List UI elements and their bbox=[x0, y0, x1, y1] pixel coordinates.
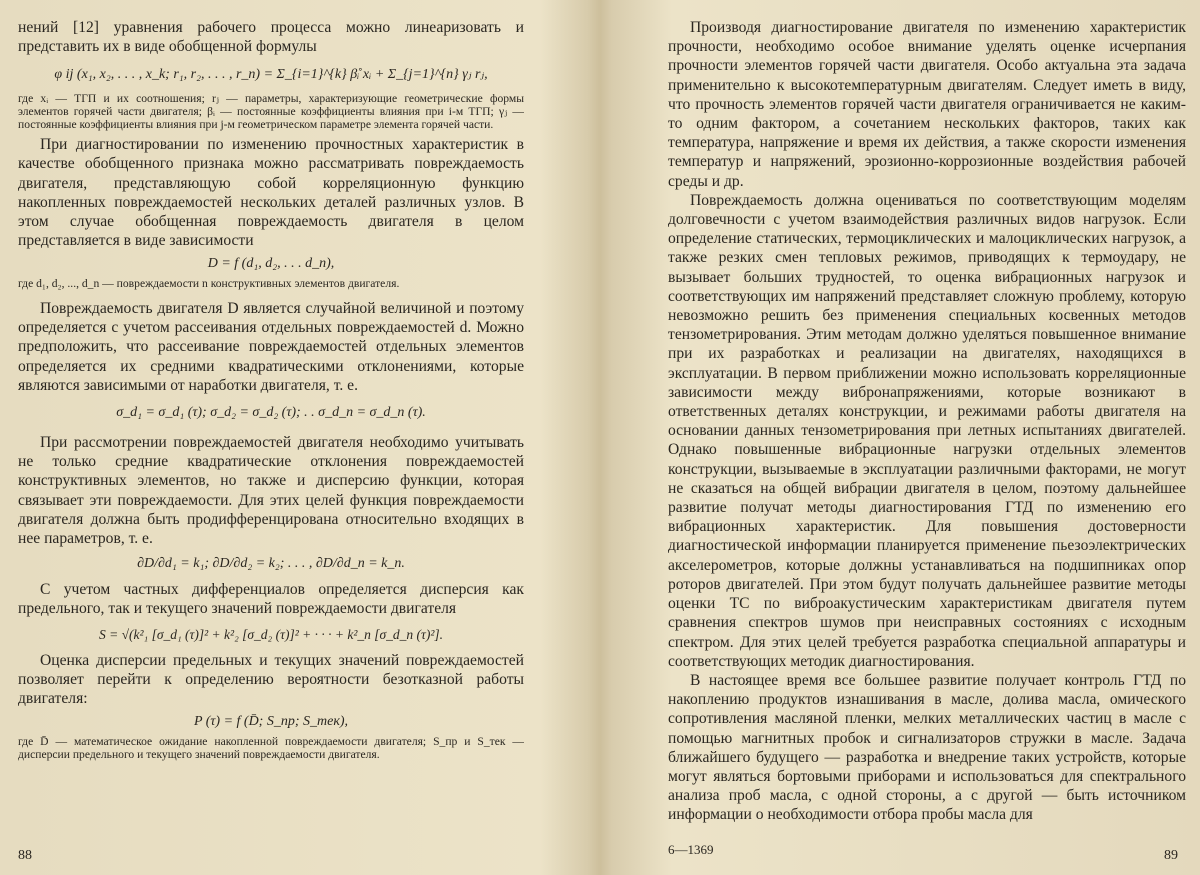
formula: S = √(k²₁ [σ_d₁ (τ)]² + k²₂ [σ_d₂ (τ)]² + · · · + k²_n [σ_d_n (τ)²]. bbox=[98, 626, 444, 642]
paragraph: В настоящее время все большее развитие получает контроль ГТД по накоплению продуктов изнашивания в масле, долива масла, омического сопротивления масляной пленки, мелких металлических частиц в масле с помощью магнитных пробок и сигнализаторов стружки в масле. Задача ближайшего будущего — разработка и внедрение таких устройств, которые могут являться бортовыми приборами и использоваться для спектрального анализа проб масла, с одной стороны, а с другой — быть источником информации о необходимости отбора пробы масла для bbox=[668, 671, 1186, 824]
paragraph: При диагностировании по изменению прочностных характеристик в качестве обобщенного признака можно рассматривать повреждаемость двигателя, представляющую собой корреляционную функцию накопленных повреждаемостей нескольких деталей различных узлов. В этом случае обобщенная повреждаемость двигателя в целом представляется в виде зависимости bbox=[18, 136, 524, 250]
footnote: где D̄ — математическое ожидание накопленной повреждаемости двигателя; S_пр и S_тек — дисперсии предельного и текущего значений повреждаемости двигателя. bbox=[18, 735, 524, 761]
paragraph: Производя диагностирование двигателя по изменению характеристик прочности, необходимо особое внимание уделять оценке исчерпания прочности элементов горячей части двигателя. Особо актуальна эта задача применительно к высокотемпературным двигателям. Следует иметь в виду, что прочность элементов горячей части двигателя ограничивается не каким-то одним фактором, а сочетанием нескольких факторов, таких как температура, напряжение и время их действия, а также скорости изменения температур и напряжений, эрозионно-коррозионные воздействия рабочей среды и др. bbox=[668, 19, 1186, 190]
paragraph: нений [12] уравнения рабочего процесса можно линеаризовать и представить их в виде обобщенной формулы bbox=[18, 19, 524, 56]
left-page bbox=[18, 18, 524, 868]
printer-signature: 6—1369 bbox=[668, 842, 714, 857]
formula: P (τ) = f (D̄; S_пр; S_тек), bbox=[193, 714, 349, 730]
paragraph: С учетом частных дифференциалов определяется дисперсия как предельного, так и текущего значений повреждаемости двигателя bbox=[18, 581, 524, 618]
paragraph: Оценка дисперсии предельных и текущих значений повреждаемостей позволяет перейти к определению вероятности безотказной работы двигателя: bbox=[18, 651, 524, 708]
formula: φ ij (x₁, x₂, . . . , x_k; r₁, r₂, . . . , r_n) = Σ_{i=1}^{k} β̊ᵢ xᵢ + Σ_{j=1}^{n} γⱼ rⱼ, bbox=[54, 67, 488, 83]
formula: ∂D/∂d₁ = k₁; ∂D/∂d₂ = k₂; . . . , ∂D/∂d_n = k_n. bbox=[137, 556, 405, 572]
formula: D = f (d₁, d₂, . . . d_n), bbox=[207, 256, 335, 272]
paragraph: Повреждаемость двигателя D является случайной величиной и поэтому определяется с учетом рассеивания отдельных повреждаемостей d. Можно предположить, что рассеивание повреждаемостей отдельных элементов определяется их средними квадратическими отклонениями, которые являются зависимыми от наработки двигателя, т. е. bbox=[18, 300, 524, 394]
formula: σ_d₁ = σ_d₁ (τ); σ_d₂ = σ_d₂ (τ); . . σ_d_n = σ_d_n (τ). bbox=[116, 405, 426, 421]
paragraph: При рассмотрении повреждаемостей двигателя необходимо учитывать не только средние квадратические отклонения повреждаемостей конструктивных элементов, но также и дисперсию функции, которая связывает эти повреждаемости. Для этих целей функция повреждаемости двигателя должна быть продифференцирована относительно входящих в нее параметров, т. е. bbox=[18, 434, 524, 548]
page-number: 88 bbox=[18, 848, 32, 863]
footnote: где d₁, d₂, ..., d_n — повреждаемости n конструктивных элементов двигателя. bbox=[18, 277, 400, 291]
paragraph: Повреждаемость должна оцениваться по соответствующим моделям долговечности с учетом взаимодействия различных видов нагрузок. Если определение статических, термоциклических и малоциклических нагрузок, а также резких смен тепловых режимов, приводящих к термоудару, не вызывает больших трудностей, то оценка вибрационных нагрузок и соответствующих им напряжений представляет сложную проблему, которую невозможно решить без применения специальных косвенных методов тензометрирования. Этим методам должно уделяться повышенное внимание при их разработках и реализации на двигателях, находящихся в эксплуатации. В первом приближении можно использовать корреляционные зависимости между вибронапряжениями, которые возникают в ответственных деталях конструкции, и режимами работы двигателя на основании данных тензометрирования при летных испытаниях двигателей. Однако повышенные вибрационные нагрузки отдельных элементов конструкции, вызываемые в эксплуатации различными факторами, не могут не сказаться на общей вибрации двигателя в целом, поэтому дальнейшее развитие получат методы диагностирования ГТД по изменению его вибрационных характеристик. Для повышения достоверности диагностической информации планируется применение пьезоэлектрических акселерометров, которые должны устанавливаться на подшипниках опор роторов двигателей. При этом будут получать дальнейшее развитие методы оценки ТС по виброакустическим характеристикам двигателя путем сравнения спектров шумов при неисправных состояниях с исходным спектром. Для этих целей требуется разработка специальной аппаратуры и соответствующих методик диагностирования. bbox=[668, 191, 1186, 670]
page-number: 89 bbox=[1164, 848, 1178, 863]
footnote: где xᵢ — ТГП и их соотношения; rⱼ — параметры, характеризующие геометрические формы элементов горячей части двигателя; βᵢ — постоянные коэффициенты влияния при i-м ТГП; γⱼ — постоянные коэффициенты влияния при j-м геометрическом параметре элемента горячей части. bbox=[18, 92, 524, 131]
right-page bbox=[668, 18, 1186, 868]
